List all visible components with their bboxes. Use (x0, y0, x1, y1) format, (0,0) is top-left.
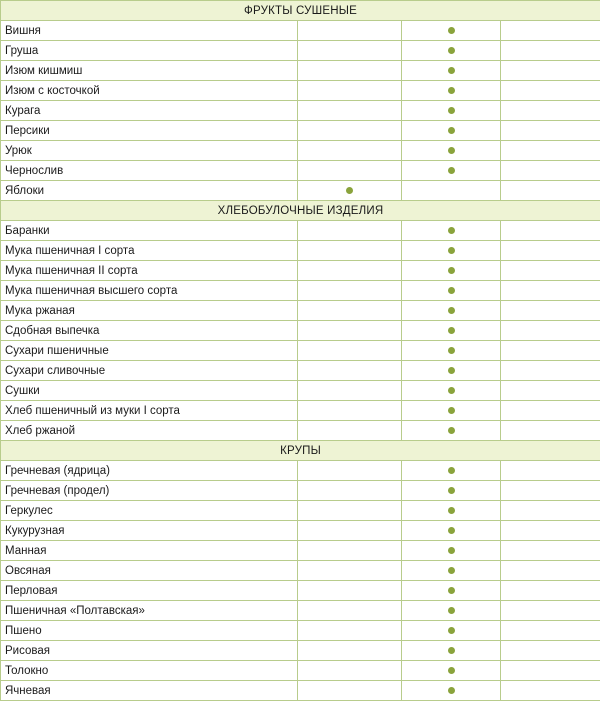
dot-icon (448, 547, 455, 554)
dot-icon (448, 67, 455, 74)
table-row (1, 41, 600, 61)
product-name: Гречневая (продел) (1, 481, 298, 501)
mark-cell-3 (501, 401, 600, 421)
product-name: Чернослив (1, 161, 298, 181)
dot-icon (448, 287, 455, 294)
product-name: Мука ржаная (1, 301, 298, 321)
table-row (1, 21, 600, 41)
dot-icon (448, 347, 455, 354)
mark-cell-2 (402, 21, 501, 41)
product-name: Сухари пшеничные (1, 341, 298, 361)
table-row (1, 541, 600, 561)
mark-cell-3 (501, 521, 600, 541)
mark-cell-1 (298, 481, 402, 501)
product-name: Вишня (1, 21, 298, 41)
mark-cell-2 (402, 61, 501, 81)
dot-icon (448, 27, 455, 34)
mark-cell-1 (298, 581, 402, 601)
product-name: Мука пшеничная I сорта (1, 241, 298, 261)
product-name: Курага (1, 101, 298, 121)
mark-cell-1 (298, 41, 402, 61)
mark-cell-1 (298, 361, 402, 381)
product-name: Сдобная выпечка (1, 321, 298, 341)
mark-cell-3 (501, 181, 600, 201)
table-row (1, 601, 600, 621)
mark-cell-1 (298, 121, 402, 141)
mark-cell-2 (402, 141, 501, 161)
dot-icon (448, 567, 455, 574)
mark-cell-2 (402, 41, 501, 61)
dot-icon (448, 587, 455, 594)
mark-cell-3 (501, 641, 600, 661)
table-row (1, 81, 600, 101)
product-name: Яблоки (1, 181, 298, 201)
mark-cell-3 (501, 41, 600, 61)
mark-cell-1 (298, 421, 402, 441)
mark-cell-3 (501, 581, 600, 601)
dot-icon (448, 647, 455, 654)
mark-cell-3 (501, 341, 600, 361)
mark-cell-1 (298, 301, 402, 321)
mark-cell-2 (402, 621, 501, 641)
mark-cell-1 (298, 21, 402, 41)
product-name: Изюм с косточкой (1, 81, 298, 101)
product-name: Ячневая (1, 681, 298, 701)
section-title: ФРУКТЫ СУШЕНЫЕ (1, 1, 600, 21)
mark-cell-2 (402, 161, 501, 181)
mark-cell-1 (298, 341, 402, 361)
product-name: Мука пшеничная высшего сорта (1, 281, 298, 301)
mark-cell-1 (298, 321, 402, 341)
table-row (1, 421, 600, 441)
mark-cell-2 (402, 561, 501, 581)
mark-cell-3 (501, 381, 600, 401)
mark-cell-1 (298, 401, 402, 421)
product-name: Гречневая (ядрица) (1, 461, 298, 481)
mark-cell-3 (501, 301, 600, 321)
product-name: Овсяная (1, 561, 298, 581)
mark-cell-1 (298, 101, 402, 121)
table-row (1, 641, 600, 661)
mark-cell-2 (402, 181, 501, 201)
dot-icon (448, 167, 455, 174)
product-name: Персики (1, 121, 298, 141)
section-title: ХЛЕБОБУЛОЧНЫЕ ИЗДЕЛИЯ (1, 201, 600, 221)
table-row (1, 681, 600, 701)
mark-cell-2 (402, 501, 501, 521)
mark-cell-3 (501, 101, 600, 121)
mark-cell-2 (402, 401, 501, 421)
mark-cell-3 (501, 21, 600, 41)
product-name: Рисовая (1, 641, 298, 661)
mark-cell-2 (402, 661, 501, 681)
dot-icon (448, 687, 455, 694)
product-name: Пшеничная «Полтавская» (1, 601, 298, 621)
mark-cell-2 (402, 521, 501, 541)
mark-cell-1 (298, 621, 402, 641)
mark-cell-3 (501, 261, 600, 281)
mark-cell-2 (402, 361, 501, 381)
dot-icon (448, 267, 455, 274)
dot-icon (448, 607, 455, 614)
table-row (1, 481, 600, 501)
dot-icon (448, 467, 455, 474)
product-name: Урюк (1, 141, 298, 161)
table-row (1, 401, 600, 421)
dot-icon (448, 147, 455, 154)
mark-cell-3 (501, 421, 600, 441)
mark-cell-1 (298, 161, 402, 181)
product-name: Геркулес (1, 501, 298, 521)
mark-cell-1 (298, 661, 402, 681)
product-name: Перловая (1, 581, 298, 601)
dot-icon (448, 247, 455, 254)
table-row (1, 161, 600, 181)
table-row (1, 261, 600, 281)
mark-cell-2 (402, 461, 501, 481)
section-header-row (1, 201, 600, 221)
mark-cell-3 (501, 221, 600, 241)
dot-icon (448, 627, 455, 634)
table-row (1, 181, 600, 201)
mark-cell-3 (501, 241, 600, 261)
table-row (1, 121, 600, 141)
dot-icon (448, 667, 455, 674)
mark-cell-2 (402, 681, 501, 701)
table-row (1, 101, 600, 121)
dot-icon (448, 127, 455, 134)
table-row (1, 301, 600, 321)
dot-icon (448, 107, 455, 114)
mark-cell-1 (298, 501, 402, 521)
mark-cell-2 (402, 481, 501, 501)
mark-cell-2 (402, 221, 501, 241)
mark-cell-3 (501, 461, 600, 481)
mark-cell-1 (298, 381, 402, 401)
product-name: Пшено (1, 621, 298, 641)
mark-cell-1 (298, 261, 402, 281)
product-name: Изюм кишмиш (1, 61, 298, 81)
product-name: Хлеб ржаной (1, 421, 298, 441)
dot-icon (346, 187, 353, 194)
dot-icon (448, 47, 455, 54)
mark-cell-3 (501, 361, 600, 381)
mark-cell-1 (298, 521, 402, 541)
table-row (1, 141, 600, 161)
product-name: Сухари сливочные (1, 361, 298, 381)
product-name: Сушки (1, 381, 298, 401)
mark-cell-1 (298, 461, 402, 481)
table-row (1, 501, 600, 521)
table-row (1, 381, 600, 401)
section-title: КРУПЫ (1, 441, 600, 461)
table-row (1, 321, 600, 341)
mark-cell-3 (501, 501, 600, 521)
mark-cell-1 (298, 141, 402, 161)
food-table-body (1, 1, 600, 701)
mark-cell-2 (402, 341, 501, 361)
mark-cell-1 (298, 641, 402, 661)
mark-cell-1 (298, 281, 402, 301)
mark-cell-2 (402, 601, 501, 621)
dot-icon (448, 227, 455, 234)
table-row (1, 281, 600, 301)
table-row (1, 621, 600, 641)
mark-cell-2 (402, 121, 501, 141)
product-name: Баранки (1, 221, 298, 241)
mark-cell-3 (501, 541, 600, 561)
mark-cell-2 (402, 301, 501, 321)
mark-cell-3 (501, 81, 600, 101)
section-header-row (1, 441, 600, 461)
table-row (1, 521, 600, 541)
table-row (1, 661, 600, 681)
table-row (1, 581, 600, 601)
mark-cell-2 (402, 101, 501, 121)
mark-cell-2 (402, 81, 501, 101)
mark-cell-2 (402, 321, 501, 341)
mark-cell-3 (501, 621, 600, 641)
mark-cell-3 (501, 681, 600, 701)
table-row (1, 221, 600, 241)
mark-cell-1 (298, 681, 402, 701)
mark-cell-3 (501, 601, 600, 621)
dot-icon (448, 507, 455, 514)
dot-icon (448, 487, 455, 494)
dot-icon (448, 367, 455, 374)
table-row (1, 461, 600, 481)
product-name: Мука пшеничная II сорта (1, 261, 298, 281)
mark-cell-1 (298, 81, 402, 101)
table-row (1, 241, 600, 261)
mark-cell-3 (501, 661, 600, 681)
table-row (1, 61, 600, 81)
dot-icon (448, 387, 455, 394)
mark-cell-3 (501, 121, 600, 141)
mark-cell-1 (298, 561, 402, 581)
product-name: Груша (1, 41, 298, 61)
mark-cell-2 (402, 421, 501, 441)
mark-cell-2 (402, 641, 501, 661)
product-name: Манная (1, 541, 298, 561)
product-name: Хлеб пшеничный из муки I сорта (1, 401, 298, 421)
mark-cell-1 (298, 601, 402, 621)
dot-icon (448, 407, 455, 414)
mark-cell-2 (402, 261, 501, 281)
table-row (1, 341, 600, 361)
table-row (1, 561, 600, 581)
dot-icon (448, 87, 455, 94)
mark-cell-3 (501, 561, 600, 581)
mark-cell-3 (501, 61, 600, 81)
mark-cell-1 (298, 61, 402, 81)
mark-cell-2 (402, 581, 501, 601)
dot-icon (448, 527, 455, 534)
mark-cell-2 (402, 241, 501, 261)
mark-cell-2 (402, 541, 501, 561)
mark-cell-3 (501, 161, 600, 181)
mark-cell-3 (501, 141, 600, 161)
dot-icon (448, 307, 455, 314)
mark-cell-3 (501, 481, 600, 501)
mark-cell-1 (298, 541, 402, 561)
mark-cell-2 (402, 281, 501, 301)
mark-cell-3 (501, 281, 600, 301)
mark-cell-1 (298, 241, 402, 261)
mark-cell-2 (402, 381, 501, 401)
table-row (1, 361, 600, 381)
section-header-row (1, 1, 600, 21)
mark-cell-3 (501, 321, 600, 341)
product-name: Толокно (1, 661, 298, 681)
product-name: Кукурузная (1, 521, 298, 541)
mark-cell-1 (298, 181, 402, 201)
dot-icon (448, 327, 455, 334)
dot-icon (448, 427, 455, 434)
mark-cell-1 (298, 221, 402, 241)
